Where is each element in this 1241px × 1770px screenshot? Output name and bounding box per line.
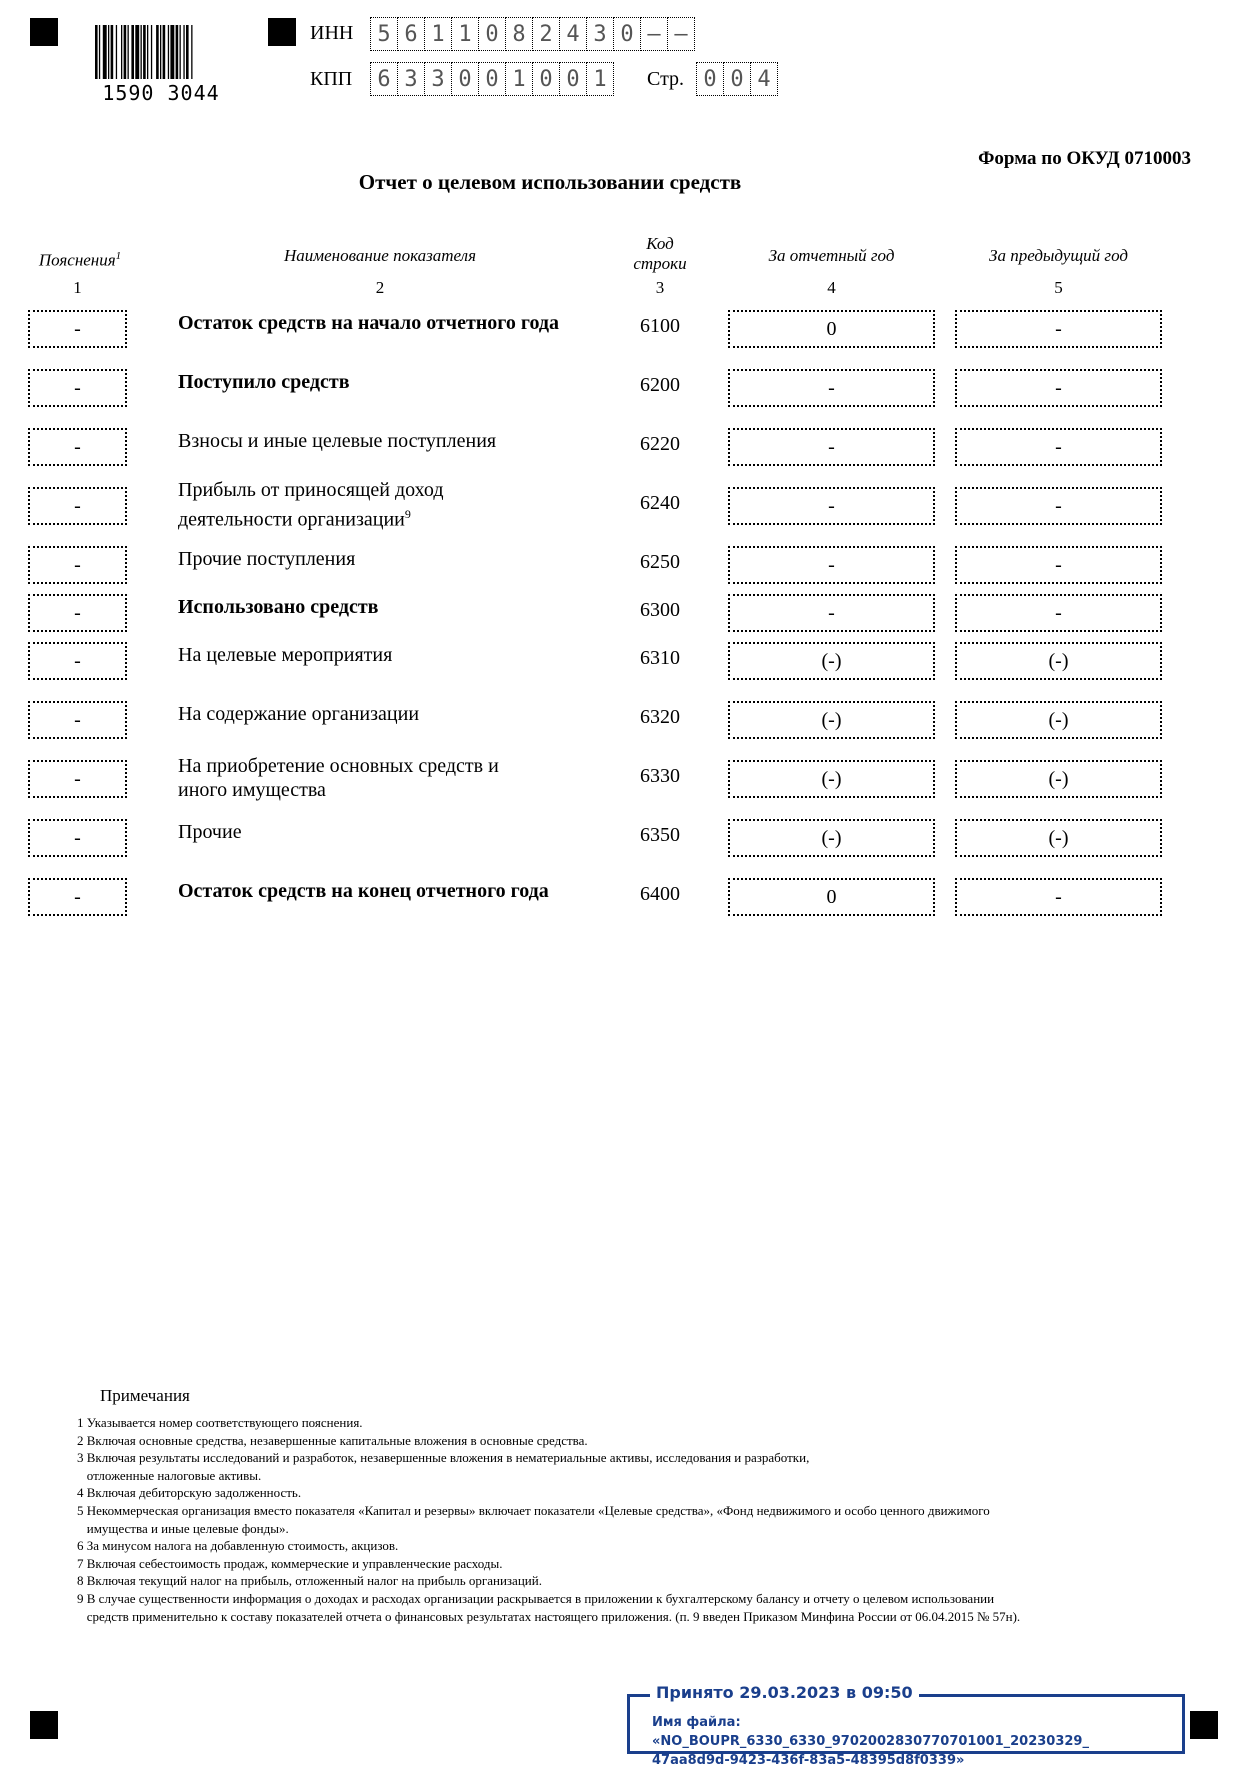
row-name — [178, 479, 598, 531]
table-row-6100 — [0, 310, 1241, 348]
inn-digit-cell[interactable]: 0 — [613, 17, 641, 51]
inn-digit-cell[interactable]: 3 — [586, 17, 614, 51]
stamp-file-line1: Имя файла: «NO_BOUPR_6330_6330_9702002830770701001_20230329_ — [652, 1715, 1089, 1749]
row-name: Взносы и иные целевые поступления — [178, 430, 497, 452]
barcode-bars — [93, 25, 229, 81]
inn-digit-cell[interactable]: 1 — [451, 17, 479, 51]
table-row-6250 — [0, 546, 1241, 584]
col-number-5: 5 — [1054, 278, 1063, 297]
inn-digit-cell[interactable]: 5 — [370, 17, 398, 51]
stamp-accepted-text: Принято 29.03.2023 в 09:50 — [650, 1683, 919, 1702]
col-number-1: 1 — [73, 278, 82, 297]
col-header-code-line1: Код — [646, 234, 674, 253]
row-code: 6330 — [640, 765, 680, 787]
row-note-cell[interactable]: - — [28, 594, 127, 632]
row-current-year-cell[interactable]: (-) — [728, 760, 935, 798]
col-header-previous-year: За предыдущий год — [989, 246, 1128, 265]
table-row-6300 — [0, 594, 1241, 632]
row-note-cell[interactable]: - — [28, 487, 127, 525]
row-code: 6310 — [640, 647, 680, 669]
registration-marker-bottom-left — [30, 1711, 58, 1739]
report-title: Отчет о целевом использовании средств — [358, 170, 742, 194]
inn-digit-cell[interactable]: 2 — [532, 17, 560, 51]
row-note-cell[interactable]: - — [28, 428, 127, 466]
inn-digit-cell[interactable]: 6 — [397, 17, 425, 51]
col-number-2: 2 — [375, 278, 385, 297]
row-current-year-cell[interactable]: - — [728, 594, 935, 632]
note-line: отложенные налоговые активы. — [77, 1467, 262, 1483]
row-code: 6250 — [640, 551, 680, 573]
inn-digit-cell[interactable]: 8 — [505, 17, 533, 51]
row-previous-year-cell[interactable]: (-) — [955, 760, 1162, 798]
note-line: 2 Включая основные средства, незавершенные капитальные вложения в основные средства. — [77, 1432, 588, 1448]
kpp-label: КПП — [310, 68, 353, 90]
inn-label: ИНН — [310, 22, 354, 44]
row-code: 6220 — [640, 433, 680, 455]
table-row-6310 — [0, 642, 1241, 680]
row-code: 6240 — [640, 492, 680, 514]
col-header-code-line2: строки — [633, 254, 687, 273]
page-digit-cell[interactable]: 0 — [723, 62, 751, 96]
row-name: Прочие — [178, 821, 242, 843]
row-note-cell[interactable]: - — [28, 878, 127, 916]
col-header-name: Наименование показателя — [284, 246, 476, 265]
table-row-6350 — [0, 819, 1241, 857]
row-note-cell[interactable]: - — [28, 369, 127, 407]
row-name: Остаток средств на конец отчетного года — [178, 880, 549, 902]
kpp-digit-cell[interactable]: 0 — [532, 62, 560, 96]
barcode — [93, 25, 229, 107]
note-line: 3 Включая результаты исследований и разработок, незавершенные вложения в нематериальные активы, исследования и разработки, — [77, 1450, 810, 1466]
notes-list — [77, 1414, 1157, 1625]
col-number-3: 3 — [655, 278, 665, 297]
row-previous-year-cell[interactable]: (-) — [955, 701, 1162, 739]
table-row-6330 — [0, 755, 1241, 801]
kpp-digit-cell[interactable]: 0 — [478, 62, 506, 96]
row-note-cell[interactable]: - — [28, 701, 127, 739]
row-note-cell[interactable]: - — [28, 310, 127, 348]
table-row-6320 — [0, 701, 1241, 739]
note-line: средств применительно к составу показателей отчета о финансовых результатах настоящего приложения. (п. 9 введен Приказом Минфина России от 06.04.2015 № 57н). — [77, 1608, 1021, 1624]
col-header-code — [610, 234, 710, 274]
row-previous-year-cell[interactable]: - — [955, 594, 1162, 632]
kpp-digit-cell[interactable]: 3 — [424, 62, 452, 96]
acceptance-stamp — [627, 1683, 1185, 1768]
kpp-digit-cell[interactable]: 1 — [505, 62, 533, 96]
note-line: 8 Включая текущий налог на прибыль, отложенный налог на прибыль организаций. — [77, 1573, 542, 1589]
kpp-digit-cell[interactable]: 0 — [559, 62, 587, 96]
note-line: имущества и иные целевые фонды». — [77, 1520, 289, 1536]
row-note-cell[interactable]: - — [28, 819, 127, 857]
row-previous-year-cell[interactable]: - — [955, 878, 1162, 916]
row-current-year-cell[interactable]: - — [728, 428, 935, 466]
kpp-digit-cell[interactable]: 1 — [586, 62, 614, 96]
inn-digit-cell[interactable]: – — [640, 17, 668, 51]
note-line: 4 Включая дебиторскую задолженность. — [77, 1485, 302, 1501]
row-code: 6100 — [640, 315, 680, 337]
row-previous-year-cell[interactable]: - — [955, 428, 1162, 466]
row-name: Использовано средств — [178, 596, 379, 618]
page-label: Стр. — [647, 68, 685, 90]
row-current-year-cell[interactable]: 0 — [728, 878, 935, 916]
registration-marker-top-left — [30, 18, 58, 46]
row-note-cell[interactable]: - — [28, 760, 127, 798]
note-line: 9 В случае существенности информация о доходах и расходах организации раскрывается в приложении к бухгалтерскому балансу и отчету о целевом использовании — [77, 1590, 995, 1606]
kpp-cells — [370, 62, 614, 96]
row-previous-year-cell[interactable]: - — [955, 310, 1162, 348]
row-name: Прочие поступления — [178, 548, 356, 570]
barcode-number: 1590 3044 — [102, 81, 220, 105]
row-note-cell[interactable]: - — [28, 546, 127, 584]
col-header-current-year: За отчетный год — [768, 246, 895, 265]
stamp-file-name — [652, 1713, 1172, 1770]
inn-cells — [370, 17, 695, 51]
inn-digit-cell[interactable]: 4 — [559, 17, 587, 51]
row-code: 6300 — [640, 599, 680, 621]
note-line: 6 За минусом налога на добавленную стоимость, акцизов. — [77, 1538, 399, 1554]
row-current-year-cell[interactable]: (-) — [728, 701, 935, 739]
row-code: 6320 — [640, 706, 680, 728]
row-previous-year-cell[interactable]: (-) — [955, 642, 1162, 680]
inn-digit-cell[interactable]: 1 — [424, 17, 452, 51]
row-name-line2: иного имущества — [178, 779, 326, 801]
row-name-line1: На приобретение основных средств и — [178, 755, 499, 777]
page-digit-cell[interactable]: 4 — [750, 62, 778, 96]
row-name-line2: деятельности организации$^9$ — [178, 507, 411, 531]
note-line: 5 Некоммерческая организация вместо показателя «Капитал и резервы» включает показатели «Целевые средства», «Фонд недвижимого и особо ценного движимого — [77, 1502, 990, 1518]
note-line: 7 Включая себестоимость продаж, коммерческие и управленческие расходы. — [77, 1555, 503, 1571]
row-previous-year-cell[interactable]: - — [955, 369, 1162, 407]
row-current-year-cell[interactable]: (-) — [728, 642, 935, 680]
row-code: 6200 — [640, 374, 680, 396]
registration-marker-top-mid — [268, 18, 296, 46]
okud-code: Форма по ОКУД 0710003 — [978, 148, 1191, 169]
row-current-year-cell[interactable]: - — [728, 369, 935, 407]
kpp-digit-cell[interactable]: 0 — [451, 62, 479, 96]
stamp-file-line2: 47aa8d9d-9423-436f-83a5-48395d8f0339» — [652, 1753, 965, 1768]
note-line: 1 Указывается номер соответствующего пояснения. — [77, 1415, 363, 1430]
notes-title: Примечания — [100, 1386, 190, 1405]
table-row-6220 — [0, 428, 1241, 466]
table-row-6240 — [0, 479, 1241, 531]
inn-digit-cell[interactable]: – — [667, 17, 695, 51]
row-note-cell[interactable]: - — [28, 642, 127, 680]
row-current-year-cell[interactable]: (-) — [728, 819, 935, 857]
inn-digit-cell[interactable]: 0 — [478, 17, 506, 51]
page-number-cells — [696, 62, 778, 96]
row-name-line1: Прибыль от приносящей доход — [178, 479, 444, 502]
row-current-year-cell[interactable]: - — [728, 546, 935, 584]
row-code: 6350 — [640, 824, 680, 846]
registration-marker-bottom-right — [1190, 1711, 1218, 1739]
row-name: Остаток средств на начало отчетного года — [178, 312, 559, 334]
kpp-digit-cell[interactable]: 6 — [370, 62, 398, 96]
row-previous-year-cell[interactable]: (-) — [955, 819, 1162, 857]
row-name: На целевые мероприятия — [178, 644, 393, 666]
row-name: Поступило средств — [178, 371, 350, 393]
row-previous-year-cell[interactable]: - — [955, 546, 1162, 584]
row-current-year-cell[interactable]: - — [728, 487, 935, 525]
col-header-notes: Пояснения$^1$ — [38, 250, 122, 270]
page-digit-cell[interactable]: 0 — [696, 62, 724, 96]
row-current-year-cell[interactable]: 0 — [728, 310, 935, 348]
row-name — [178, 752, 598, 804]
col-number-4: 4 — [827, 278, 836, 297]
kpp-digit-cell[interactable]: 3 — [397, 62, 425, 96]
table-row-6400 — [0, 878, 1241, 916]
table-row-6200 — [0, 369, 1241, 407]
row-code: 6400 — [640, 883, 680, 905]
row-previous-year-cell[interactable]: - — [955, 487, 1162, 525]
row-name: На содержание организации — [178, 703, 420, 725]
